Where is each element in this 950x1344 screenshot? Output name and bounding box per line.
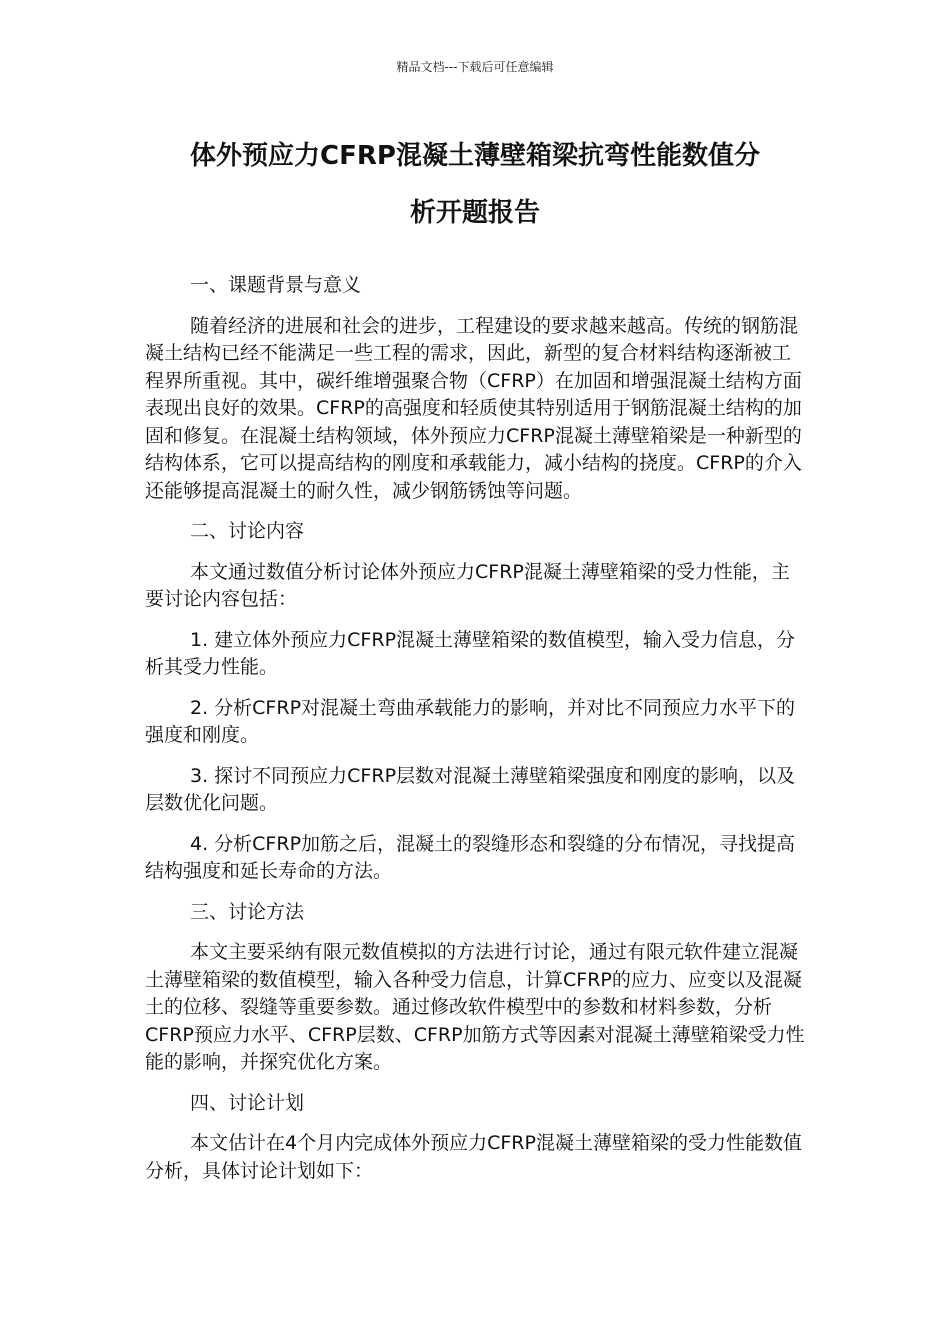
section-heading-method: 三、讨论方法	[190, 900, 305, 923]
document-title-line-2: 析开题报告	[409, 198, 540, 228]
list-item-4: 4. 分析CFRP加筋之后，混凝土的裂缝形态和裂缝的分布情况，寻找提高结构强度和延长寿命的方法。	[145, 832, 796, 882]
document-body	[145, 272, 805, 1198]
list-item-3: 3. 探讨不同预应力CFRP层数对混凝土薄壁箱梁强度和刚度的影响，以及层数优化问题。	[145, 764, 796, 814]
section-heading-background: 一、课题背景与意义	[190, 274, 362, 296]
paragraph-content-intro: 本文通过数值分析讨论体外预应力CFRP混凝土薄壁箱梁的受力性能，主要讨论内容包括：	[145, 560, 790, 610]
paragraph-plan: 本文估计在4个月内完成体外预应力CFRP混凝土薄壁箱梁的受力性能数值分析，具体讨论计划如下：	[145, 1132, 802, 1182]
paragraph-background: 随着经济的进展和社会的进步，工程建设的要求越来越高。传统的钢筋混凝土结构已经不能满足一些工程的需求，因此，新型的复合材料结构逐渐被工程界所重视。其中，碳纤维增强聚合物（CFRP）在加固和增强混凝土结构方面表现出良好的效果。CFRP的高强度和轻质使其特别适用于钢筋混凝土结构的加固和修复。在混凝土结构领域，体外预应力CFRP混凝土薄壁箱梁是一种新型的结构体系，它可以提高结构的刚度和承载能力，减小结构的挠度。CFRP的介入还能够提高混凝土的耐久性，减少钢筋锈蚀等问题。	[145, 314, 802, 502]
paragraph-method: 本文主要采纳有限元数值模拟的方法进行讨论，通过有限元软件建立混凝土薄壁箱梁的数值模型，输入各种受力信息，计算CFRP的应力、应变以及混凝土的位移、裂缝等重要参数。通过修改软件模型中的参数和材料参数，分析CFRP预应力水平、CFRP层数、CFRP加筋方式等因素对混凝土薄壁箱梁受力性能的影响，并探究优化方案。	[145, 941, 805, 1073]
list-item-2: 2. 分析CFRP对混凝土弯曲承载能力的影响，并对比不同预应力水平下的强度和刚度。	[145, 696, 796, 746]
section-heading-content: 二、讨论内容	[190, 520, 305, 542]
section-heading-plan: 四、讨论计划	[190, 1091, 305, 1114]
list-item-1: 1. 建立体外预应力CFRP混凝土薄壁箱梁的数值模型，输入受力信息，分析其受力性能。	[145, 628, 796, 678]
document-title-line-1: 体外预应力CFRP混凝土薄壁箱梁抗弯性能数值分	[190, 141, 760, 171]
page-header: 精品文档---下载后可任意编辑	[396, 60, 554, 74]
